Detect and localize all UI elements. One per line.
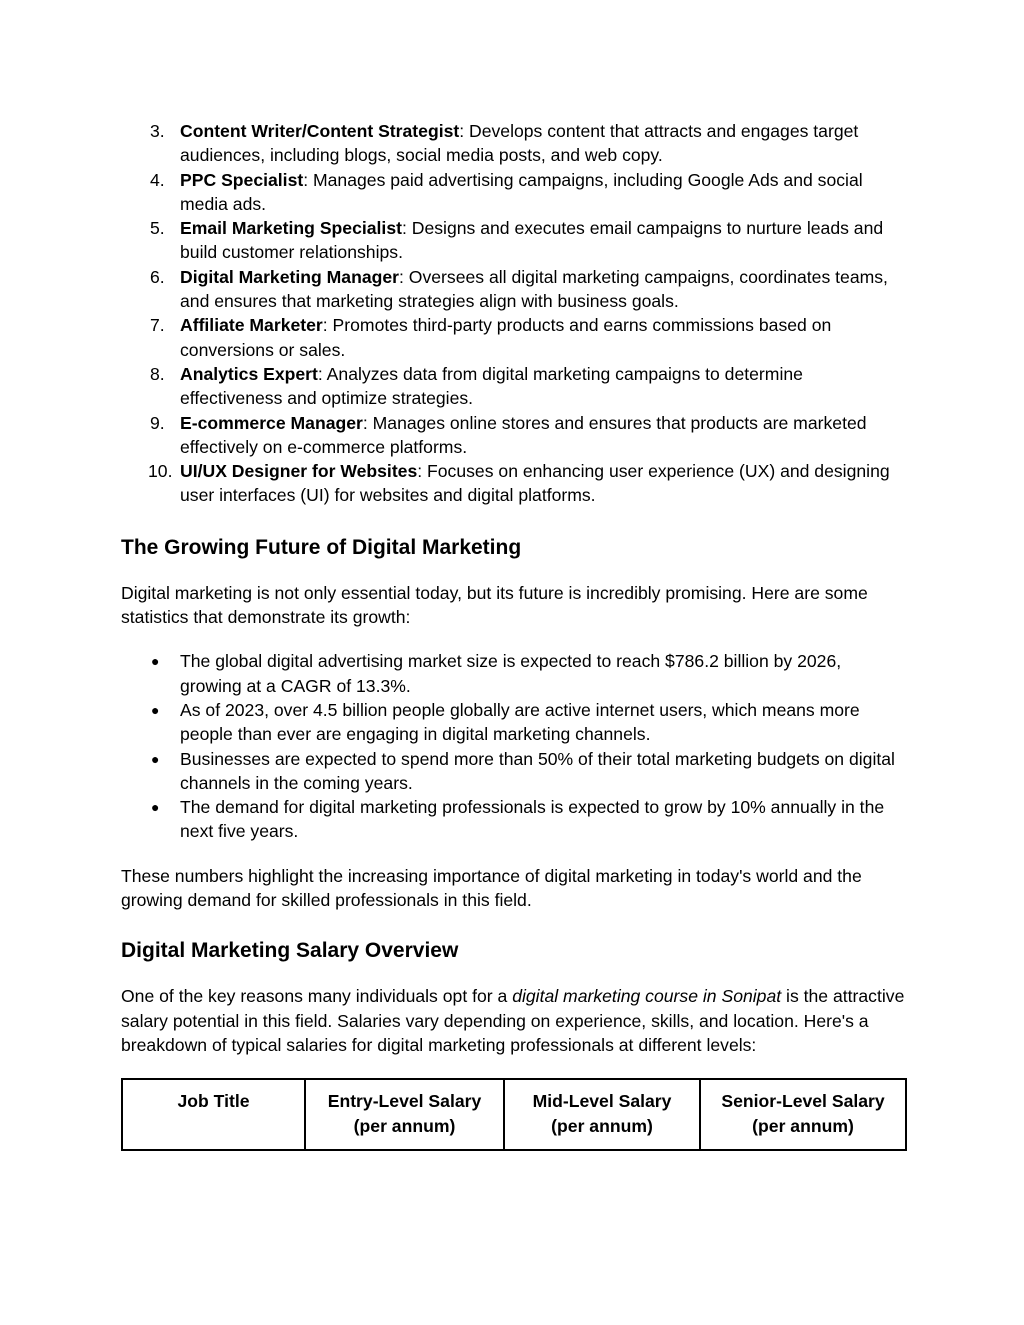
role-description: : Manages online stores and ensures that products are marketed effectively on e-commerce platforms. xyxy=(180,412,867,457)
role-description: : Designs and executes email campaigns to nurture leads and build customer relationships. xyxy=(180,218,884,263)
role-term: Email Marketing Specialist xyxy=(180,218,402,239)
column-header-senior-level xyxy=(700,1079,906,1150)
future-conclusion-paragraph: These numbers highlight the increasing importance of digital marketing in today's world and the growing demand for skilled professionals in this field. xyxy=(121,865,862,911)
salary-intro-text: is the attractive salary potential in this field. Salaries vary depending on experience, skills, and location. Here's a breakdown of typical salaries for digital marketing professionals at different levels: xyxy=(121,986,905,1055)
bullet-icon: ● xyxy=(151,750,160,767)
salary-intro-paragraph xyxy=(121,984,905,1057)
role-description: : Develops content that attracts and engages target audiences, including blogs, social media posts, and web copy. xyxy=(180,121,859,166)
list-item xyxy=(121,698,905,747)
list-number: 6. xyxy=(150,266,165,287)
future-intro-paragraph: Digital marketing is not only essential today, but its future is incredibly promising. Here are some statistics that demonstrate its growth: xyxy=(121,582,868,628)
list-item xyxy=(121,216,905,265)
column-header-line: (per annum) xyxy=(551,1115,653,1136)
column-header-mid-level xyxy=(504,1079,700,1150)
list-item xyxy=(121,313,905,362)
column-header-entry-level xyxy=(305,1079,504,1150)
table-header-row xyxy=(122,1079,906,1150)
list-item xyxy=(121,649,905,698)
role-description: : Oversees all digital marketing campaigns, coordinates teams, and ensures that marketing strategies align with business goals. xyxy=(180,266,888,312)
list-item xyxy=(121,747,905,796)
column-header-line: Entry-Level Salary xyxy=(327,1091,482,1112)
section-heading-future: The Growing Future of Digital Marketing xyxy=(121,535,522,559)
salary-intro-italic: digital marketing course in Sonipat xyxy=(512,986,782,1007)
list-item xyxy=(121,168,905,217)
salary-intro-text: One of the key reasons many individuals opt for a xyxy=(121,986,513,1007)
bullet-icon: ● xyxy=(151,701,160,718)
role-description: : Focuses on enhancing user experience (UX) and designing user interfaces (UI) for websites and digital platforms. xyxy=(180,461,890,506)
job-roles-list xyxy=(121,119,905,508)
section-heading-salary: Digital Marketing Salary Overview xyxy=(121,939,459,963)
list-number: 4. xyxy=(150,169,165,190)
statistic-text: As of 2023, over 4.5 billion people globally are active internet users, which means more people than ever are engaging in digital marketing channels. xyxy=(180,699,860,745)
column-header-line: Senior-Level Salary xyxy=(721,1091,885,1112)
list-number: 3. xyxy=(150,121,165,141)
list-number: 9. xyxy=(150,412,165,433)
list-item xyxy=(121,795,905,844)
list-item xyxy=(121,119,905,168)
role-description: : Analyzes data from digital marketing campaigns to determine effectiveness and optimize strategies. xyxy=(180,363,803,409)
column-header-line: (per annum) xyxy=(752,1115,854,1136)
salary-table xyxy=(121,1078,907,1151)
statistic-text: The global digital advertising market size is expected to reach $786.2 billion by 2026, growing at a CAGR of 13.3%. xyxy=(180,651,842,696)
document-page xyxy=(121,119,905,1151)
list-item xyxy=(121,265,905,314)
role-term: E-commerce Manager xyxy=(180,412,363,433)
role-term: Affiliate Marketer xyxy=(180,315,323,336)
role-term: PPC Specialist xyxy=(180,169,304,190)
bullet-icon: ● xyxy=(151,799,160,816)
statistic-text: The demand for digital marketing professionals is expected to grow by 10% annually in the next five years. xyxy=(180,797,885,842)
list-item xyxy=(121,362,905,411)
column-header-line: Mid-Level Salary xyxy=(532,1091,672,1112)
list-item xyxy=(121,459,905,508)
list-number: 7. xyxy=(150,315,165,336)
role-term: UI/UX Designer for Websites xyxy=(180,461,418,482)
list-number: 10. xyxy=(148,461,173,482)
list-number: 8. xyxy=(150,363,165,384)
role-description: : Promotes third-party products and earns commissions based on conversions or sales. xyxy=(180,315,832,360)
column-header-line: (per annum) xyxy=(353,1115,456,1136)
column-header-line: Job Title xyxy=(177,1091,250,1112)
role-description: : Manages paid advertising campaigns, including Google Ads and social media ads. xyxy=(180,169,863,214)
role-term: Analytics Expert xyxy=(180,363,318,384)
role-term: Digital Marketing Manager xyxy=(180,266,399,287)
list-item xyxy=(121,411,905,460)
role-term: Content Writer/Content Strategist xyxy=(180,121,460,141)
bullet-icon: ● xyxy=(151,653,160,670)
statistics-list xyxy=(121,649,905,843)
column-header-job-title xyxy=(122,1079,305,1150)
list-number: 5. xyxy=(150,218,165,239)
statistic-text: Businesses are expected to spend more than 50% of their total marketing budgets on digital channels in the coming years. xyxy=(180,748,895,793)
